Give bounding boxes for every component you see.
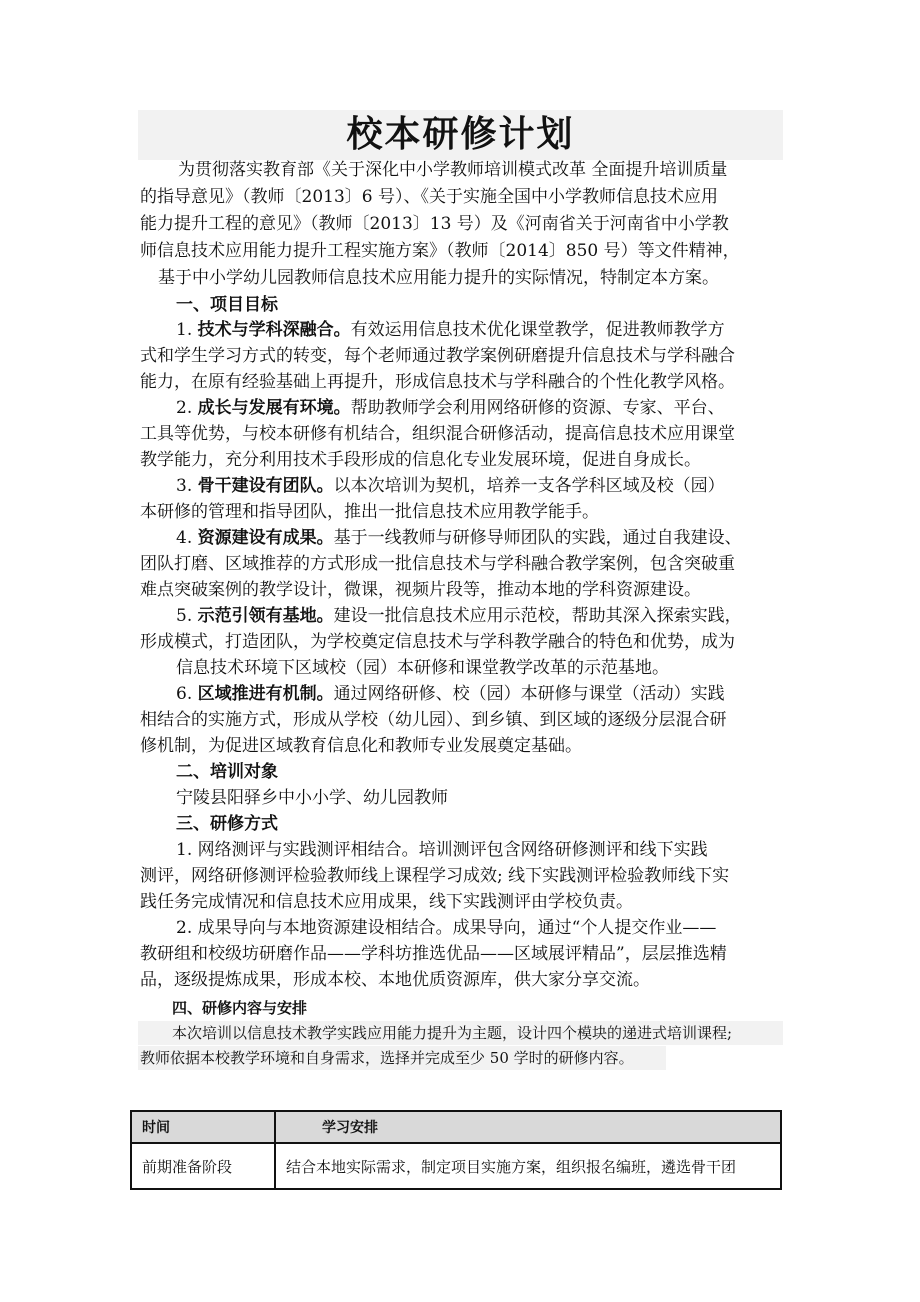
goal-item-5: 5. 示范引领有基地。建设一批信息技术应用示范校，帮助其深入探索实践， (176, 606, 742, 626)
section-heading: 二、培训对象 (176, 762, 278, 782)
goal-item-4: 4. 资源建设有成果。基于一线教师与研修导师团队的实践，通过自我建设、 (176, 528, 742, 548)
goal-item-3: 3. 骨干建设有团队。以本次培训为契机，培养一支各学科区域及校（园） (176, 476, 725, 496)
method-line: 2. 成果导向与本地资源建设相结合。成果导向，通过“个人提交作业—— (176, 918, 717, 938)
method-line: 测评，网络研修测评检验教师线上课程学习成效; 线下实践测评检验教师线下实 (140, 866, 730, 886)
method-line: 品，逐级提炼成果，形成本校、本地优质资源库，供大家分享交流。 (140, 970, 650, 990)
section-heading: 一、项目目标 (176, 295, 278, 315)
section-heading: 三、研修方式 (176, 814, 278, 834)
intro-line: 的指导意见》（教师〔2013〕6 号）、《关于实施全国中小学教师信息技术应用 (140, 187, 718, 207)
goal-line: 难点突破案例的教学设计，微课，视频片段等，推动本地的学科资源建设。 (140, 580, 701, 600)
page-title: 校本研修计划 (346, 113, 575, 155)
intro-line: 能力提升工程的意见》（教师〔2013〕13 号）及《河南省关于河南省中小学教 (140, 214, 729, 234)
intro-line: 为贯彻落实教育部《关于深化中小学教师培训模式改革 全面提升培训质量 (178, 160, 728, 180)
goal-line: 工具等优势，与校本研修有机结合，组织混合研修活动，提高信息技术应用课堂 (140, 424, 735, 444)
schedule-intro-line: 本次培训以信息技术教学实践应用能力提升为主题，设计四个模块的递进式培训课程; (172, 1024, 733, 1042)
goal-line: 形成模式，打造团队，为学校奠定信息技术与学科教学融合的特色和优势，成为 (140, 632, 735, 652)
table-cell: 前期准备阶段 (131, 1143, 275, 1189)
goal-line: 相结合的实施方式，形成从学校（幼儿园）、到乡镇、到区域的逐级分层混合研 (140, 710, 727, 730)
intro-line: 基于中小学幼儿园教师信息技术应用能力提升的实际情况，特制定本方案。 (158, 268, 719, 288)
section-heading: 四、研修内容与安排 (172, 999, 308, 1017)
method-line: 教研组和校级坊研磨作品——学科坊推选优品——区域展评精品”，层层推选精 (140, 944, 727, 964)
goal-item-6: 6. 区域推进有机制。通过网络研修、校（园）本研修与课堂（活动）实践 (176, 684, 725, 704)
schedule-table (130, 1110, 782, 1190)
method-line: 践任务完成情况和信息技术应用成果，线下实践测评由学校负责。 (140, 892, 633, 912)
table-row (131, 1143, 781, 1189)
goal-line: 修机制，为促进区域教育信息化和教师专业发展奠定基础。 (140, 736, 582, 756)
goal-line: 本研修的管理和指导团队，推出一批信息技术应用教学能手。 (140, 502, 599, 522)
goal-line: 能力，在原有经验基础上再提升，形成信息技术与学科融合的个性化教学风格。 (140, 372, 735, 392)
schedule-intro-line: 教师依据本校教学环境和自身需求，选择并完成至少 50 学时的研修内容。 (140, 1049, 634, 1067)
goal-line: 团队打磨、区域推荐的方式形成一批信息技术与学科融合教学案例，包含突破重 (140, 554, 735, 574)
intro-line: 师信息技术应用能力提升工程实施方案》（教师〔2014〕850 号）等文件精神， (140, 241, 740, 261)
goal-item-2: 2. 成长与发展有环境。帮助教师学会利用网络研修的资源、专家、平台、 (176, 398, 725, 418)
table-cell: 结合本地实际需求，制定项目实施方案，组织报名编班，遴选骨干团 (275, 1143, 781, 1189)
goal-line: 信息技术环境下区域校（园）本研修和课堂教学改革的示范基地。 (176, 658, 669, 678)
table-header-cell: 学习安排 (275, 1111, 781, 1143)
table-header-cell: 时间 (131, 1111, 275, 1143)
target-text: 宁陵县阳驿乡中小小学、幼儿园教师 (176, 788, 448, 808)
goal-item-1: 1. 技术与学科深融合。有效运用信息技术优化课堂教学，促进教师教学方 (176, 320, 725, 340)
goal-line: 教学能力，充分利用技术手段形成的信息化专业发展环境，促进自身成长。 (140, 450, 701, 470)
method-line: 1. 网络测评与实践测评相结合。培训测评包含网络研修测评和线下实践 (176, 840, 708, 860)
table-header-row (131, 1111, 781, 1143)
goal-line: 式和学生学习方式的转变，每个老师通过教学案例研磨提升信息技术与学科融合 (140, 346, 735, 366)
